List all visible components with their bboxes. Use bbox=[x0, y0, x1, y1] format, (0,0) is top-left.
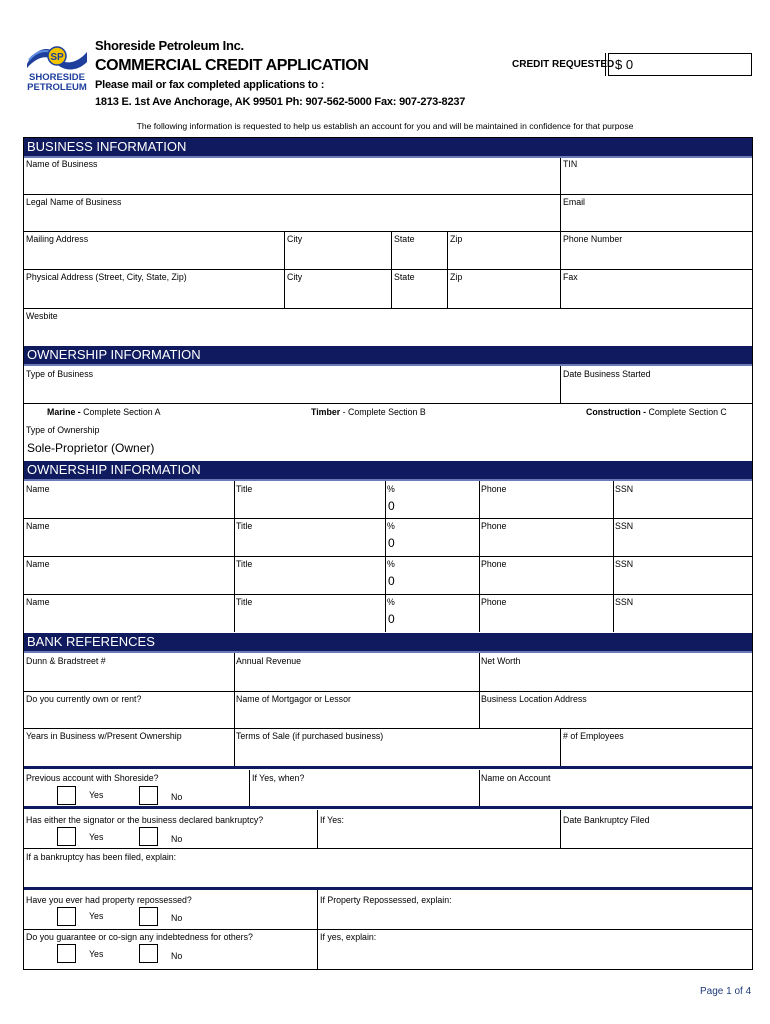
no-label: No bbox=[171, 834, 183, 844]
annual-revenue-field[interactable]: Annual Revenue bbox=[236, 656, 302, 666]
owner-phone-field[interactable]: Phone bbox=[481, 521, 507, 531]
if-yes-when-field[interactable]: If Yes, when? bbox=[252, 773, 305, 783]
owner-percent-label: % bbox=[387, 559, 395, 569]
divider bbox=[560, 729, 561, 766]
yes-label: Yes bbox=[89, 832, 104, 842]
marine-text: Complete Section A bbox=[80, 407, 161, 417]
owner-phone-field[interactable]: Phone bbox=[481, 597, 507, 607]
mailing-state-field[interactable]: State bbox=[394, 234, 415, 244]
guarantee-no-checkbox[interactable] bbox=[139, 944, 158, 963]
divider bbox=[234, 653, 235, 766]
divider bbox=[24, 269, 752, 270]
bankruptcy-label: Has either the signator or the business declared bankruptcy? bbox=[26, 815, 264, 825]
no-label: No bbox=[171, 792, 183, 802]
divider bbox=[249, 770, 250, 806]
type-of-ownership-select[interactable]: Sole-Proprietor (Owner) bbox=[27, 441, 155, 455]
intro-text: The following information is requested to help us establish an account for you and will be maintained in confidence for that purpose bbox=[136, 121, 634, 131]
divider bbox=[24, 766, 752, 769]
construction-label: Construction - bbox=[586, 407, 647, 417]
physical-zip-field[interactable]: Zip bbox=[450, 272, 463, 282]
physical-address-field[interactable]: Physical Address (Street, City, State, Zip) bbox=[26, 272, 187, 282]
credit-application-form bbox=[23, 137, 753, 970]
timber-label: Timber bbox=[311, 407, 341, 417]
credit-requested-field[interactable]: $ 0 bbox=[608, 53, 752, 76]
owner-name-field[interactable]: Name bbox=[26, 597, 50, 607]
owner-title-field[interactable]: Title bbox=[236, 521, 253, 531]
yes-label: Yes bbox=[89, 949, 104, 959]
owner-name-field[interactable]: Name bbox=[26, 484, 50, 494]
owner-percent-field[interactable]: 0 bbox=[388, 499, 395, 513]
owner-ssn-field[interactable]: SSN bbox=[615, 484, 634, 494]
owner-phone-field[interactable]: Phone bbox=[481, 484, 507, 494]
owner-name-field[interactable]: Name bbox=[26, 559, 50, 569]
fax-field[interactable]: Fax bbox=[563, 272, 578, 282]
section-stripe bbox=[24, 651, 752, 653]
email-field[interactable]: Email bbox=[563, 197, 585, 207]
yes-label: Yes bbox=[89, 911, 104, 921]
page-title: COMMERCIAL CREDIT APPLICATION bbox=[95, 57, 369, 74]
bankruptcy-yes-checkbox[interactable] bbox=[57, 827, 76, 846]
previous-account-label: Previous account with Shoreside? bbox=[26, 773, 159, 783]
divider bbox=[24, 887, 752, 890]
guarantee-label: Do you guarantee or co-sign any indebtedness for others? bbox=[26, 932, 253, 942]
mailing-address-field[interactable]: Mailing Address bbox=[26, 234, 89, 244]
marine-label: Marine - bbox=[47, 407, 81, 417]
divider bbox=[560, 810, 561, 848]
owner-title-field[interactable]: Title bbox=[236, 484, 253, 494]
guarantee-yes-checkbox[interactable] bbox=[57, 944, 76, 963]
divider bbox=[284, 232, 285, 308]
divider bbox=[24, 308, 752, 309]
shoreside-petroleum-logo bbox=[25, 42, 89, 92]
divider bbox=[24, 556, 752, 557]
tin-field[interactable]: TIN bbox=[563, 159, 578, 169]
guarantee-explain-field[interactable]: If yes, explain: bbox=[320, 932, 377, 942]
bankruptcy-if-yes-field[interactable]: If Yes: bbox=[320, 815, 344, 825]
section-stripe bbox=[24, 479, 752, 481]
owner-name-field[interactable]: Name bbox=[26, 521, 50, 531]
divider bbox=[447, 232, 448, 308]
logo-line2: PETROLEUM bbox=[27, 82, 87, 92]
owner-percent-field[interactable]: 0 bbox=[388, 574, 395, 588]
employees-field[interactable]: # of Employees bbox=[563, 731, 624, 741]
logo-mark: SP bbox=[50, 52, 64, 63]
repossessed-label: Have you ever had property repossessed? bbox=[26, 895, 192, 905]
owner-title-field[interactable]: Title bbox=[236, 597, 253, 607]
phone-number-field[interactable]: Phone Number bbox=[563, 234, 623, 244]
section-ownership-information-owners: OWNERSHIP INFORMATION bbox=[24, 461, 752, 479]
divider bbox=[24, 231, 752, 232]
mailing-city-field[interactable]: City bbox=[287, 234, 303, 244]
bankruptcy-explain-field[interactable]: If a bankruptcy has been filed, explain: bbox=[26, 852, 177, 862]
no-label: No bbox=[171, 951, 183, 961]
divider bbox=[560, 366, 561, 403]
owner-percent-field[interactable]: 0 bbox=[388, 536, 395, 550]
type-of-business-field[interactable]: Type of Business bbox=[26, 369, 93, 379]
repossessed-explain-field[interactable]: If Property Repossessed, explain: bbox=[320, 895, 452, 905]
date-bankruptcy-filed-field[interactable]: Date Bankruptcy Filed bbox=[563, 815, 650, 825]
divider bbox=[24, 403, 752, 404]
net-worth-field[interactable]: Net Worth bbox=[481, 656, 521, 666]
no-label: No bbox=[171, 913, 183, 923]
construction-text: Complete Section C bbox=[646, 407, 727, 417]
legal-name-field[interactable]: Legal Name of Business bbox=[26, 197, 122, 207]
mortgagor-field[interactable]: Name of Mortgagor or Lessor bbox=[236, 694, 351, 704]
divider bbox=[479, 770, 480, 806]
section-business-information: BUSINESS INFORMATION bbox=[24, 138, 752, 156]
owner-phone-field[interactable]: Phone bbox=[481, 559, 507, 569]
mail-instruction: Please mail or fax completed applications to : bbox=[95, 79, 325, 91]
name-on-account-field[interactable]: Name on Account bbox=[481, 773, 551, 783]
divider bbox=[24, 929, 752, 930]
divider bbox=[24, 806, 752, 809]
divider bbox=[24, 691, 752, 692]
section-ownership-information: OWNERSHIP INFORMATION bbox=[24, 346, 752, 364]
divider bbox=[24, 728, 752, 729]
section-stripe bbox=[24, 156, 752, 158]
repossessed-yes-checkbox[interactable] bbox=[57, 907, 76, 926]
physical-city-field[interactable]: City bbox=[287, 272, 303, 282]
timber-text: - Complete Section B bbox=[340, 407, 426, 417]
website-field[interactable]: Wesbite bbox=[26, 311, 58, 321]
business-location-field[interactable]: Business Location Address bbox=[481, 694, 587, 704]
divider bbox=[24, 194, 752, 195]
owner-title-field[interactable]: Title bbox=[236, 559, 253, 569]
company-name: Shoreside Petroleum Inc. bbox=[95, 38, 244, 53]
owner-percent-label: % bbox=[387, 521, 395, 531]
timber-section-note bbox=[311, 407, 426, 417]
logo-line1: SHORESIDE bbox=[29, 72, 85, 83]
divider bbox=[24, 594, 752, 595]
yes-label: Yes bbox=[89, 790, 104, 800]
bankruptcy-no-checkbox[interactable] bbox=[139, 827, 158, 846]
construction-section-note bbox=[586, 407, 727, 417]
divider bbox=[24, 518, 752, 519]
company-address: 1813 E. 1st Ave Anchorage, AK 99501 Ph: 907-562-5000 Fax: 907-273-8237 bbox=[95, 96, 466, 108]
date-business-started-field[interactable]: Date Business Started bbox=[563, 369, 651, 379]
owner-ssn-field[interactable]: SSN bbox=[615, 559, 634, 569]
owner-percent-field[interactable]: 0 bbox=[388, 612, 395, 626]
section-stripe bbox=[24, 364, 752, 366]
years-in-business-field[interactable]: Years in Business w/Present Ownership bbox=[26, 731, 182, 741]
mailing-zip-field[interactable]: Zip bbox=[450, 234, 463, 244]
previous-account-yes-checkbox[interactable] bbox=[57, 786, 76, 805]
divider bbox=[317, 890, 318, 970]
owner-ssn-field[interactable]: SSN bbox=[615, 597, 634, 607]
repossessed-no-checkbox[interactable] bbox=[139, 907, 158, 926]
business-name-field[interactable]: Name of Business bbox=[26, 159, 98, 169]
previous-account-no-checkbox[interactable] bbox=[139, 786, 158, 805]
marine-section-note bbox=[47, 407, 160, 417]
page-number: Page 1 of 4 bbox=[700, 986, 752, 997]
terms-of-sale-field[interactable]: Terms of Sale (if purchased business) bbox=[236, 731, 384, 741]
divider bbox=[317, 810, 318, 848]
divider bbox=[24, 848, 752, 849]
owner-percent-label: % bbox=[387, 484, 395, 494]
section-bank-references: BANK REFERENCES bbox=[24, 633, 752, 651]
divider bbox=[560, 158, 561, 309]
physical-state-field[interactable]: State bbox=[394, 272, 415, 282]
owner-percent-label: % bbox=[387, 597, 395, 607]
type-of-ownership-label: Type of Ownership bbox=[26, 425, 100, 435]
own-or-rent-field[interactable]: Do you currently own or rent? bbox=[26, 694, 142, 704]
owner-ssn-field[interactable]: SSN bbox=[615, 521, 634, 531]
dunn-bradstreet-field[interactable]: Dunn & Bradstreet # bbox=[26, 656, 106, 666]
divider bbox=[391, 232, 392, 308]
credit-requested-label: CREDIT REQUESTED bbox=[512, 59, 615, 70]
